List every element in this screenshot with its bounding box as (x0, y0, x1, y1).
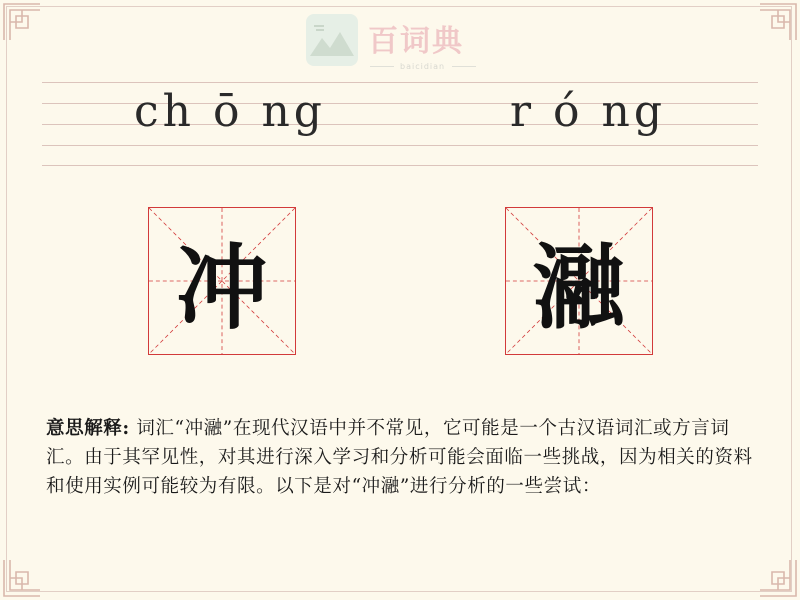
logo-divider (370, 66, 394, 67)
explanation-text: 词汇“冲瀜”在现代汉语中并不常见，它可能是一个古汉语词汇或方言词汇。由于其罕见性，对其进行深入学习和分析可能会面临一些挑战，因为相关的资料和使用实例可能较为有限。以下是对“冲瀜”进行分析的一些尝试： (46, 418, 753, 497)
pinyin-1: ch ō ng (134, 86, 326, 137)
logo-divider (452, 66, 476, 67)
logo-landscape-icon (304, 12, 360, 68)
corner-ornament-icon (758, 2, 798, 42)
explanation-label: 意思解释: (46, 418, 130, 439)
hanzi-1: 冲 (175, 235, 268, 342)
pinyin-2: r ó ng (510, 86, 666, 137)
corner-ornament-icon (758, 558, 798, 598)
logo-subtitle: baicidian (400, 62, 446, 71)
character-grid-1 (148, 207, 296, 355)
corner-ornament-icon (2, 2, 42, 42)
character-grid-2 (505, 207, 653, 355)
site-logo[interactable] (304, 12, 494, 72)
logo-text: 百词典 (368, 24, 464, 59)
hanzi-2: 瀜 (532, 235, 625, 342)
corner-ornament-icon (2, 558, 42, 598)
explanation-paragraph (46, 414, 758, 501)
